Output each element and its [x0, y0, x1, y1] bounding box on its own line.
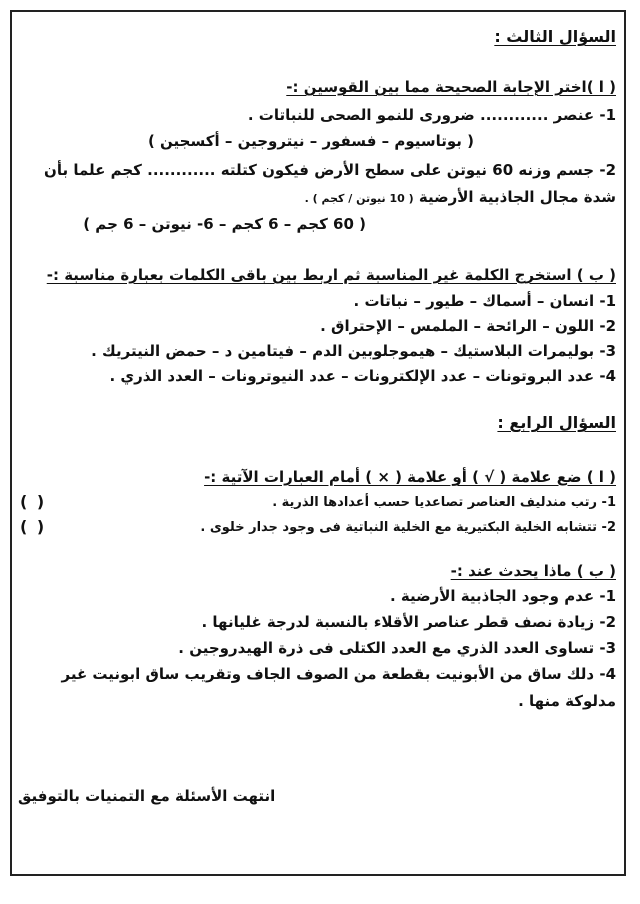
q4-part-a-heading: ( ا ) ضع علامة ( √ ) أو علامة ( × ) أمام العبارات الآتية :-: [204, 468, 616, 486]
q4-a-item-1: 1- رتب مندليف العناصر تصاعديا حسب أعدادها الذرية .: [272, 495, 616, 510]
q3-b-item-3: 3- بوليمرات البلاستيك – هيموجلوبين الدم – فيتامين د – حمض النيتريك .: [91, 342, 616, 360]
q4-a-answer-1: ( ): [20, 492, 47, 511]
q4-a-answer-2: ( ): [20, 517, 47, 536]
q4-b-item-1: 1- عدم وجود الجاذبية الأرضية .: [389, 587, 616, 605]
q3-b-item-4: 4- عدد البروتونات – عدد الإلكترونات – عدد النيوترونات – العدد الذري .: [109, 367, 616, 385]
q3-a-item-2-line2: شدة مجال الجاذبية الأرضية: [418, 188, 616, 206]
q3-b-item-2: 2- اللون – الرائحة – الملمس – الإحتراق .: [320, 317, 616, 335]
q3-part-b-heading: ( ب ) استخرج الكلمة غير المناسبة ثم اربط بين باقى الكلمات بعبارة مناسبة :-: [46, 266, 616, 284]
q4-b-item-3: 3- تساوى العدد الذري مع العدد الكتلى فى ذرة الهيدروجين .: [178, 639, 616, 657]
q3-a-item-1: 1- عنصر ............ ضرورى للنمو الصحى للنباتات .: [247, 106, 616, 124]
q3-a-item-2-options: ( 60 كجم – 6 كجم – 6- نيوتن – 6 جم ): [83, 215, 366, 233]
q4-b-item-2: 2- زيادة نصف قطر عناصر الأقلاء بالنسبة لدرجة غليانها .: [201, 613, 616, 631]
question-3-title: السؤال الثالث :: [494, 27, 616, 46]
q4-part-b-heading: ( ب ) ماذا يحدث عند :-: [450, 562, 616, 580]
q3-a-item-1-options: ( بوتاسيوم – فسفور – نيتروجين – أكسجين ): [147, 132, 474, 150]
q3-part-a-heading: ( ا )اختر الإجابة الصحيحة مما بين القوسين :-: [286, 78, 616, 96]
q4-b-item-4-cont: مدلوكة منها .: [518, 692, 616, 710]
q3-b-item-1: 1- انسان – أسماك – طيور – نباتات .: [353, 292, 616, 310]
q4-b-item-4: 4- دلك ساق من الأبونيت بقطعة من الصوف الجاف وتقريب ساق ابونيت غير: [61, 665, 616, 683]
closing-message: انتهت الأسئلة مع التمنيات بالتوفيق: [18, 787, 276, 805]
q3-a-item-2-hint: ( 10 نيوتن / كجم ) .: [304, 192, 414, 205]
q3-a-item-2: 2- جسم وزنه 60 نيوتن على سطح الأرض فيكون كتلته ............ كجم علما بأن: [44, 161, 616, 179]
question-4-title: السؤال الرابع :: [497, 413, 616, 432]
q4-a-item-2: 2- تتشابه الخلية البكتيرية مع الخلية النباتية فى وجود جدار خلوى .: [200, 520, 616, 535]
q3-a-item-2-cont: [305, 186, 616, 210]
exam-page: [12, 12, 624, 874]
